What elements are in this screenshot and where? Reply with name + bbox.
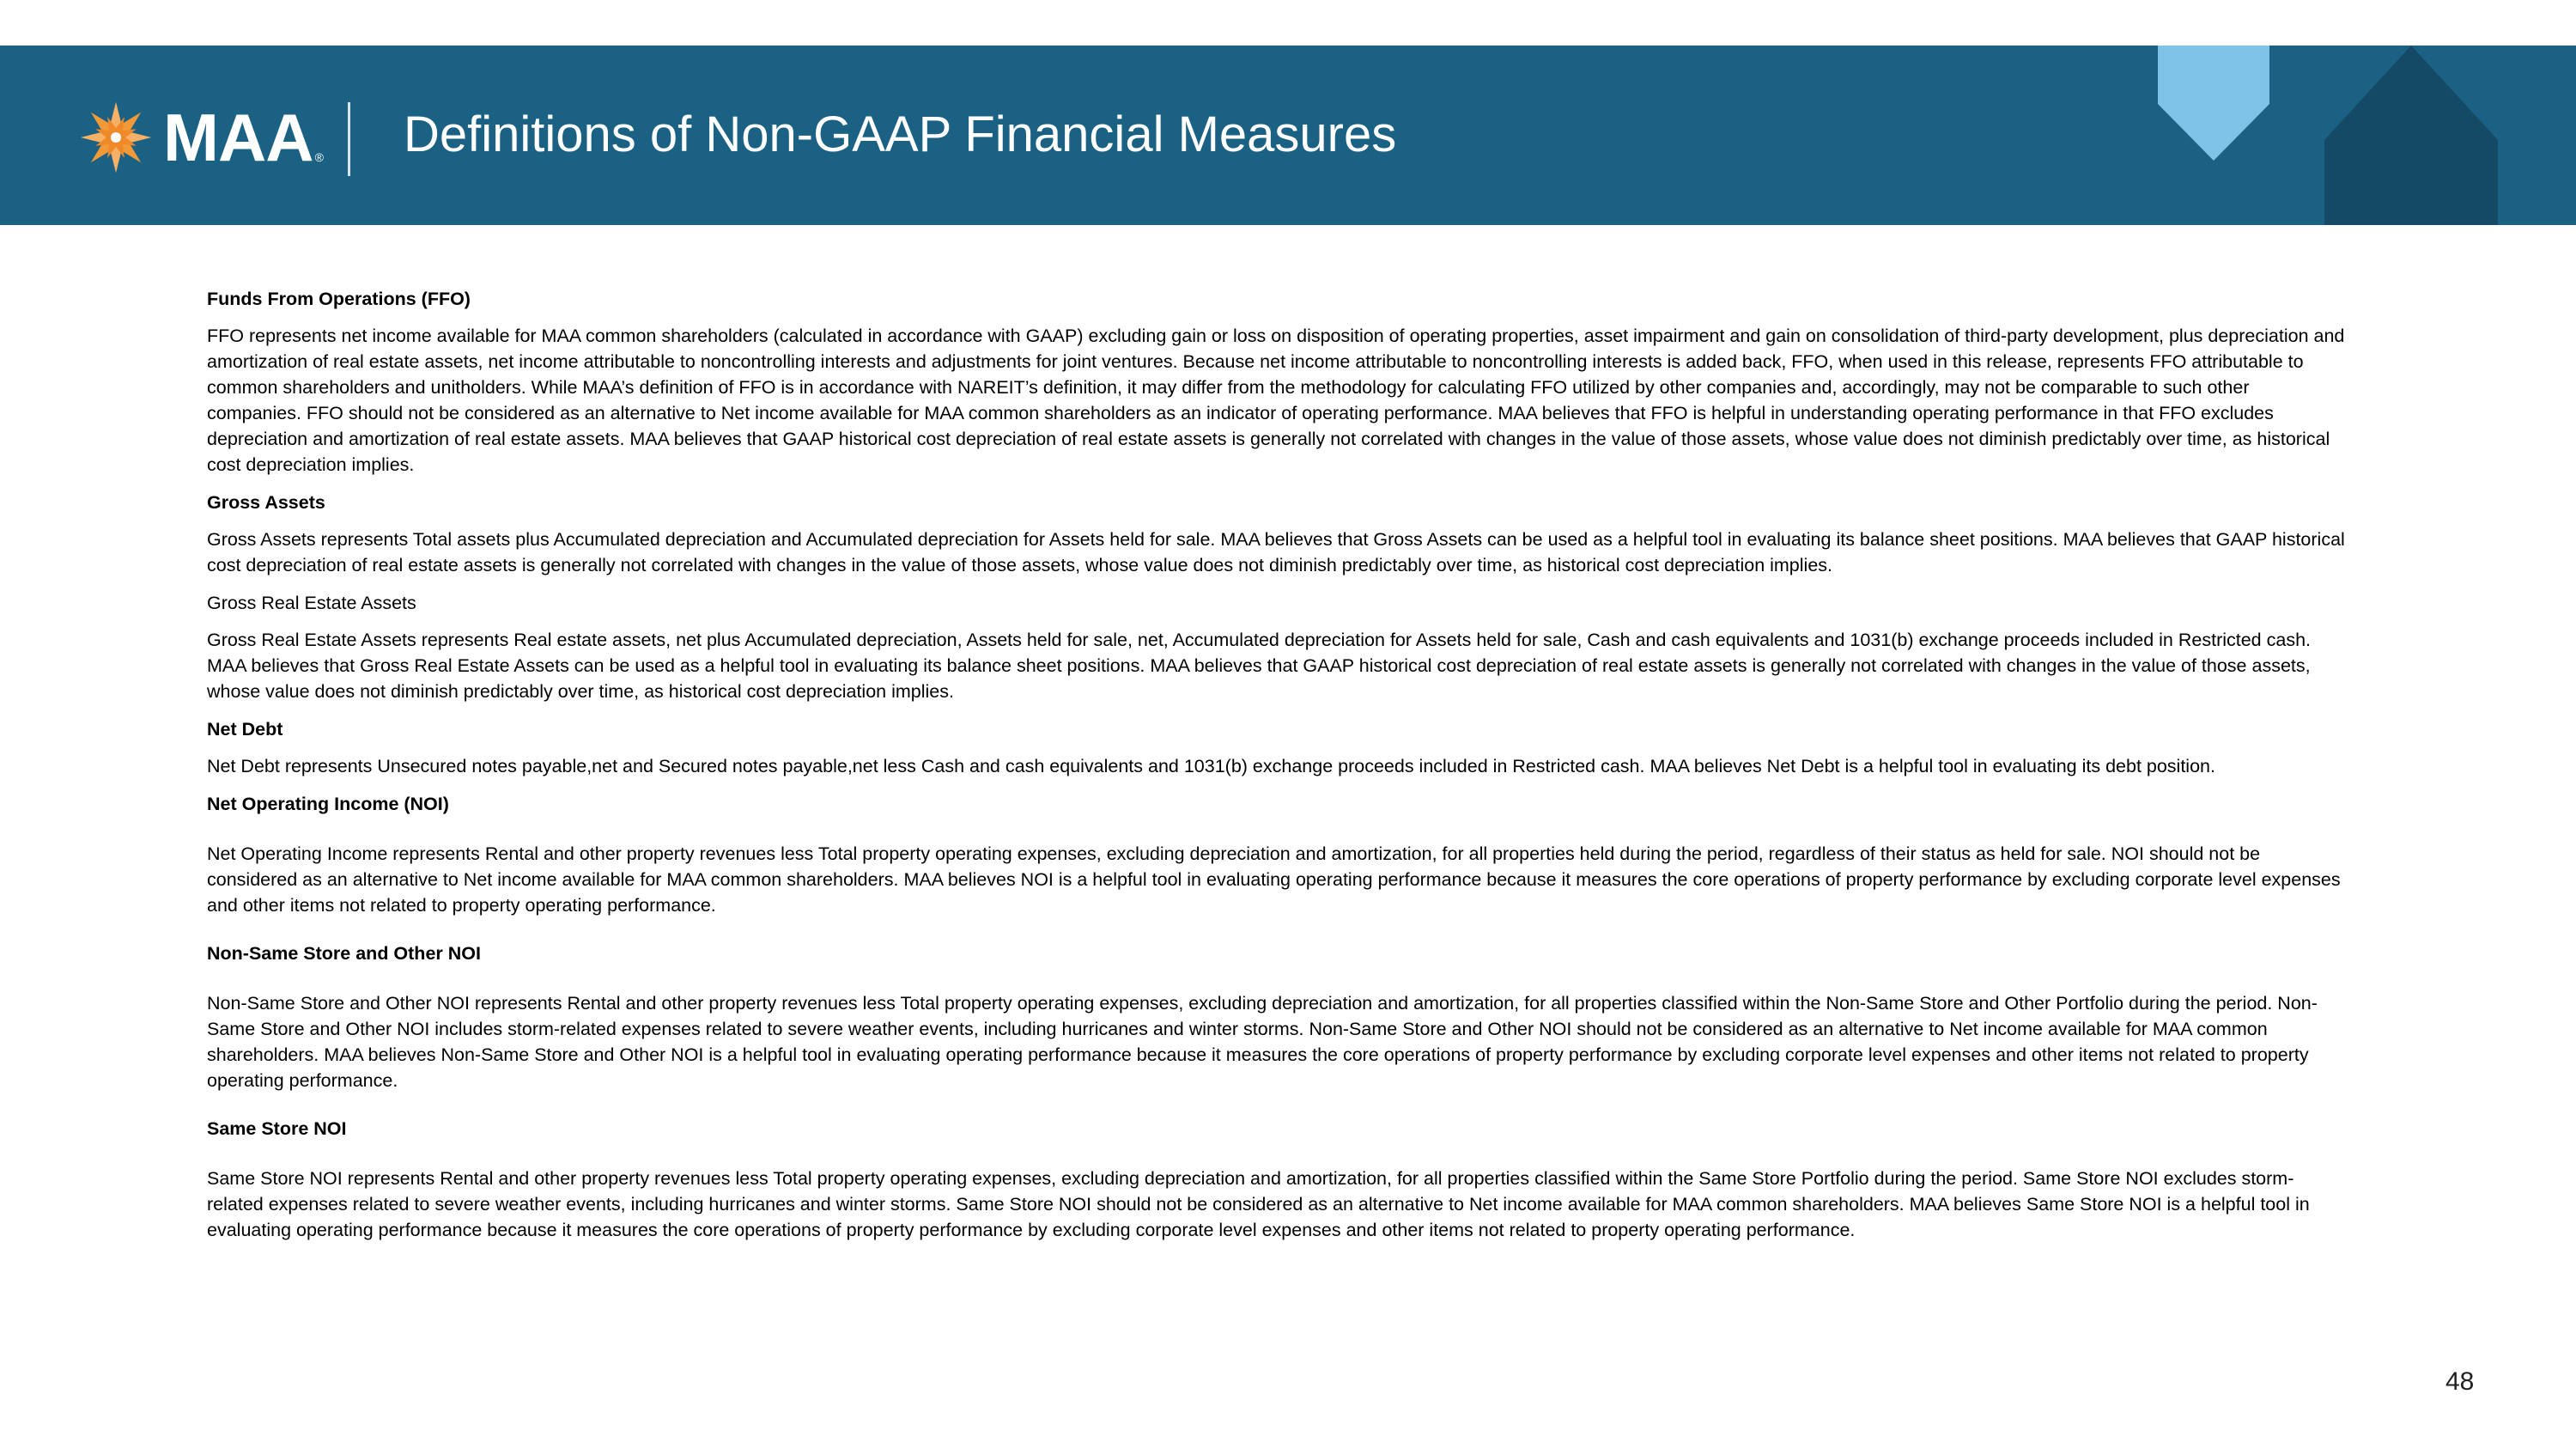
house-decoration-icon (2324, 46, 2498, 225)
page-number: 48 (2445, 1367, 2475, 1396)
definition-gross-real-estate-assets: Gross Real Estate Assets represents Real estate assets, net plus Accumulated depreciation, Assets held for sale, net, Accumulated depreciation for Assets held for sale, Cash and cash equivalents and 1031(b) exchange proceeds included in Restricted cash. MAA believes that Gross Real Estate Assets can be used as a helpful tool in evaluating its balance sheet positions. MAA believes that GAAP historical cost depreciation of real estate assets is generally not correlated with changes in the value of those assets, whose value does not diminish predictably over time, as historical cost depreciation implies. (207, 630, 2312, 702)
heading-noi: Net Operating Income (NOI) (207, 794, 449, 814)
brand-name: MAA (163, 100, 313, 175)
heading-same-store-noi: Same Store NOI (207, 1118, 347, 1139)
definition-noi: Net Operating Income represents Rental and other property revenues less Total property operating expenses, excluding depreciation and amortization, for all properties held during the period, regardless of their status as held for sale. NOI should not be considered as an alternative to Net income available for MAA common shareholders. MAA believes NOI is a helpful tool in evaluating operating performance because it measures the core operations of property performance by excluding corporate level expenses and other items not related to property operating performance. (207, 843, 2341, 916)
heading-ffo: Funds From Operations (FFO) (207, 289, 471, 309)
heading-non-same-store-noi: Non-Same Store and Other NOI (207, 943, 481, 964)
chevron-decoration-icon (2158, 46, 2269, 161)
definitions-content (207, 286, 2345, 1255)
registered-mark: ® (314, 150, 324, 164)
definition-non-same-store-noi: Non-Same Store and Other NOI represents Rental and other property revenues less Total property operating expenses, excluding depreciation and amortization, for all properties classified within the Non-Same Store and Other Portfolio during the period. Non-Same Store and Other NOI includes storm-related expenses related to severe weather events, including hurricanes and winter storms. Non-Same Store and Other NOI should not be considered as an alternative to Net income available for MAA common shareholders. MAA believes Non-Same Store and Other NOI is a helpful tool in evaluating operating performance because it measures the core operations of property performance by excluding corporate level expenses and other items not related to property operating performance. (207, 993, 2318, 1091)
title-divider (348, 102, 350, 176)
maa-logo (79, 99, 324, 176)
definition-same-store-noi: Same Store NOI represents Rental and other property revenues less Total property operating expenses, excluding depreciation and amortization, for all properties classified within the Same Store Portfolio during the period. Same Store NOI excludes storm-related expenses related to severe weather events, including hurricanes and winter storms. Same Store NOI should not be considered as an alternative to Net income available for MAA common shareholders. MAA believes Same Store NOI is a helpful tool in evaluating operating performance because it measures the core operations of property performance by excluding corporate level expenses and other items not related to property operating performance. (207, 1168, 2310, 1240)
heading-gross-assets: Gross Assets (207, 492, 325, 513)
page-title: Definitions of Non-GAAP Financial Measures (404, 107, 1397, 162)
header-band (0, 46, 2576, 225)
sunburst-logo-icon (79, 100, 153, 174)
definition-net-debt: Net Debt represents Unsecured notes payable,net and Secured notes payable,net less Cash and cash equivalents and 1031(b) exchange proceeds included in Restricted cash. MAA believes Net Debt is a helpful tool in evaluating its debt position. (207, 756, 2215, 776)
definition-gross-assets: Gross Assets represents Total assets plus Accumulated depreciation and Accumulated depreciation for Assets held for sale. MAA believes that Gross Assets can be used as a helpful tool in evaluating its balance sheet positions. MAA believes that GAAP historical cost depreciation of real estate assets is generally not correlated with changes in the value of those assets, whose value does not diminish predictably over time, as historical cost depreciation implies. (207, 529, 2345, 575)
heading-net-debt: Net Debt (207, 719, 283, 740)
definition-ffo: FFO represents net income available for MAA common shareholders (calculated in accordance with GAAP) excluding gain or loss on disposition of operating properties, asset impairment and gain on consolidation of third-party development, plus depreciation and amortization of real estate assets, net income attributable to noncontrolling interests and adjustments for joint ventures. Because net income attributable to noncontrolling interests is added back, FFO, when used in this release, represents FFO attributable to common shareholders and unitholders. While MAA’s definition of FFO is in accordance with NAREIT’s definition, it may differ from the methodology for calculating FFO utilized by other companies and, accordingly, may not be comparable to such other companies. FFO should not be considered as an alternative to Net income available for MAA common shareholders as an indicator of operating performance. MAA believes that FFO is helpful in understanding operating performance in that FFO excludes depreciation and amortization of real estate assets. MAA believes that GAAP historical cost depreciation of real estate assets is generally not correlated with changes in the value of those assets, whose value does not diminish predictably over time, as historical cost depreciation implies. (207, 326, 2345, 475)
heading-gross-real-estate-assets: Gross Real Estate Assets (207, 593, 416, 613)
